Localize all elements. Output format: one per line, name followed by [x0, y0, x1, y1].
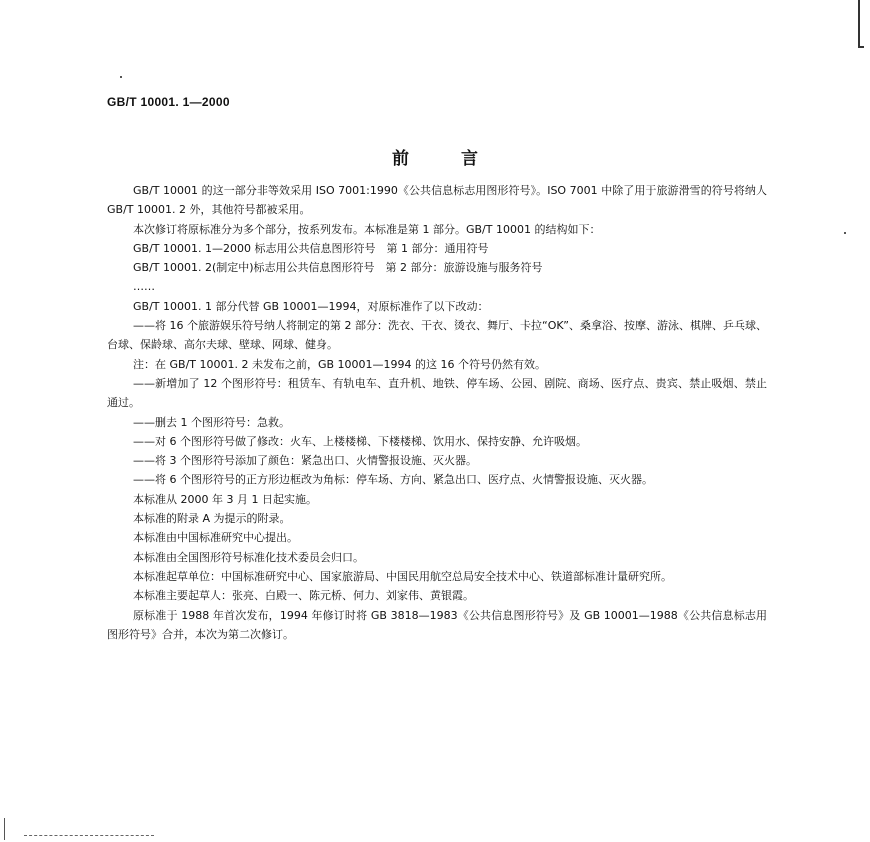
- paragraph: ——将 16 个旅游娱乐符号纳人将制定的第 2 部分：洗衣、干衣、烫衣、舞厅、卡拉“OK”、桑拿浴、按摩、游泳、棋牌、乒乓球、台球、保龄球、高尔夫球、壁球、网球、健身。: [107, 319, 767, 352]
- paragraph: 本标准起草单位：中国标准研究中心、国家旅游局、中国民用航空总局安全技术中心、铁道部标准计量研究所。: [133, 569, 672, 583]
- paragraph: 本标准由中国标准研究中心提出。: [133, 531, 298, 545]
- foreword-body: [107, 181, 767, 644]
- paragraph: GB/T 10001. 1 部分代替 GB 10001—1994，对原标准作了以下改动：: [133, 299, 489, 313]
- paragraph: ——新增加了 12 个图形符号：租赁车、有轨电车、直升机、地铁、停车场、公园、剧院、商场、医疗点、贵宾、禁止吸烟、禁止通过。: [107, 376, 767, 410]
- paragraph: 本次修订将原标准分为多个部分，按系列发布。本标准是第 1 部分。GB/T 10001 的结构如下：: [133, 222, 601, 236]
- paragraph: 本标准从 2000 年 3 月 1 日起实施。: [133, 492, 317, 506]
- scan-speck: [844, 232, 846, 234]
- paragraph: 本标准主要起草人：张亮、白殿一、陈元桥、何力、刘家伟、黄银霞。: [133, 589, 474, 603]
- paragraph: ——将 6 个图形符号的正方形边框改为角标：停车场、方向、紧急出口、医疗点、火情警报设施、灭火器。: [133, 473, 653, 487]
- paragraph: 本标准由全国图形符号标准化技术委员会归口。: [133, 550, 364, 564]
- paragraph: 本标准的附录 A 为提示的附录。: [133, 512, 291, 526]
- paragraph: GB/T 10001. 1—2000 标志用公共信息图形符号 第 1 部分：通用符号: [133, 241, 489, 255]
- paragraph: 注：在 GB/T 10001. 2 未发布之前，GB 10001—1994 的这 16 个符号仍然有效。: [133, 357, 547, 371]
- paragraph: ——将 3 个图形符号添加了颜色：紧急出口、火情警报设施、灭火器。: [133, 454, 477, 468]
- scan-speck: [120, 76, 122, 78]
- page-title: 前言: [392, 149, 530, 169]
- scan-corner-mark: [858, 0, 864, 48]
- paragraph: ——对 6 个图形符号做了修改：火车、上楼楼梯、下楼楼梯、饮用水、保持安静、允许吸烟。: [133, 434, 587, 448]
- scan-edge-mark: [4, 818, 8, 840]
- paragraph: ……: [133, 280, 155, 294]
- paragraph: GB/T 10001 的这一部分非等效采用 ISO 7001:1990《公共信息标志用图形符号》。ISO 7001 中除了用于旅游滑雪的符号将纳人 GB/T 10001. 2 外，其他符号都被采用。: [107, 184, 767, 217]
- paragraph: GB/T 10001. 2(制定中)标志用公共信息图形符号 第 2 部分：旅游设施与服务符号: [133, 261, 543, 275]
- paragraph: ——删去 1 个图形符号：急救。: [133, 415, 290, 429]
- paragraph: 原标准于 1988 年首次发布，1994 年修订时将 GB 3818—1983《公共信息图形符号》及 GB 10001—1988《公共信息标志用图形符号》合并，本次为第二次修订。: [107, 608, 767, 641]
- scan-dash-line: [24, 835, 154, 836]
- standard-code: GB/T 10001. 1—2000: [107, 95, 230, 109]
